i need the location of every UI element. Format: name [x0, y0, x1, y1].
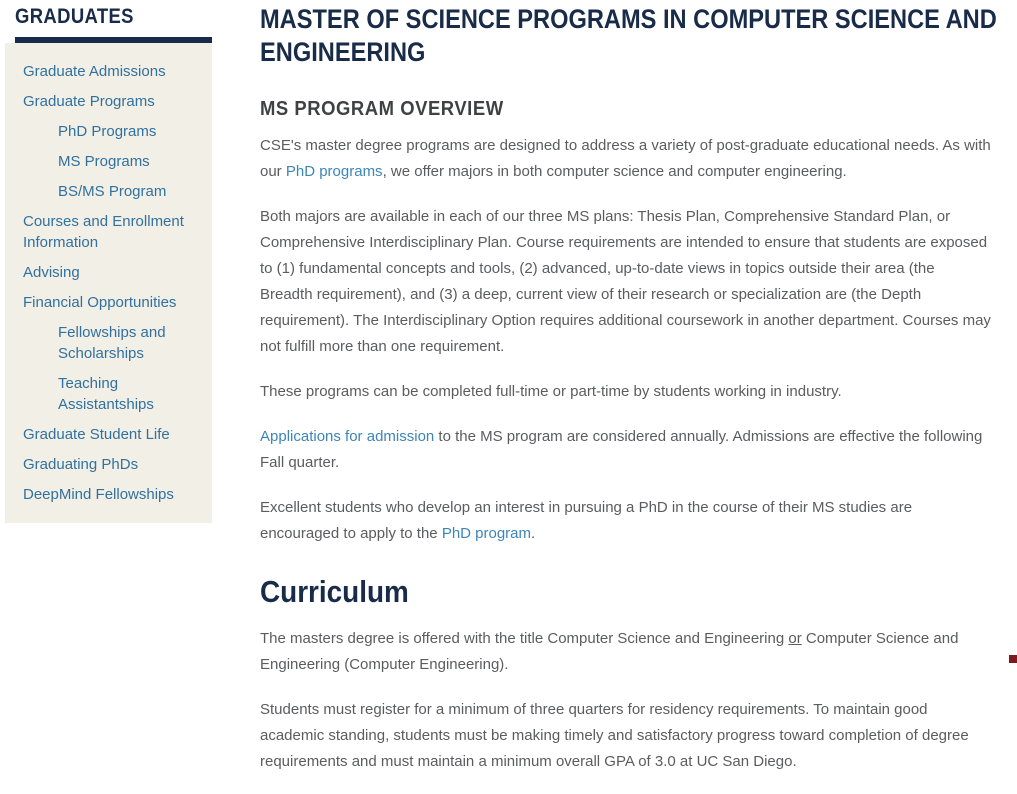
main-content — [260, 0, 997, 794]
sidebar-item-teaching-assistantships[interactable] — [5, 369, 212, 420]
paragraph-text: to the MS program are considered annually. Admissions are effective the following Fall quarter. — [260, 428, 983, 471]
sidebar-title[interactable]: GRADUATES — [15, 5, 134, 28]
sidebar-item-courses-and-enrollment[interactable] — [5, 207, 212, 258]
sidebar-link[interactable]: Graduate Programs — [23, 93, 155, 110]
underlined-or-text: or — [788, 630, 802, 647]
sidebar-item-financial-opportunities[interactable] — [5, 288, 212, 318]
sidebar-link[interactable]: Graduate Admissions — [23, 63, 166, 80]
sidebar-link[interactable]: PhD Programs — [58, 123, 157, 140]
section-heading-ms-program-overview: MS PROGRAM OVERVIEW — [260, 97, 504, 120]
sidebar-link[interactable]: DeepMind Fellowships — [23, 486, 174, 503]
paragraph-residency: Students must register for a minimum of three quarters for residency requirements. To maintain good academic standing, students must be making timely and satisfactory progress toward completion of degree requirements and must maintain a minimum overall GPA of 3.0 at UC San Diego. — [260, 701, 969, 770]
sidebar-item-graduate-programs[interactable] — [5, 87, 212, 117]
paragraph-applications — [260, 424, 991, 476]
corner-red-mark — [1009, 655, 1017, 663]
paragraph-ms-plans: Both majors are available in each of our three MS plans: Thesis Plan, Comprehensive Standard Plan, or Comprehensive Interdisciplinary Plan. Course requirements are intended to ensure that students are exposed to (1) fundamental concepts and tools, (2) advanced, up-to-date views in topics outside their area (the Breadth requirement), and (3) a deep, current view of their research or specialization are (the Depth requirement). The Interdisciplinary Option requires additional coursework in another department. Courses may not fulfill more than one requirement. — [260, 208, 991, 355]
sidebar-item-graduate-student-life[interactable] — [5, 420, 212, 450]
sidebar-link[interactable]: BS/MS Program — [58, 183, 167, 200]
sidebar-item-graduate-admissions[interactable] — [5, 57, 212, 87]
paragraph-text: The masters degree is offered with the title Computer Science and Engineering — [260, 630, 789, 647]
sidebar-item-advising[interactable] — [5, 258, 212, 288]
paragraph-intro — [260, 133, 991, 185]
sidebar-item-fellowships-scholarships[interactable] — [5, 318, 212, 369]
sidebar-item-deepmind-fellowships[interactable] — [5, 480, 212, 510]
page-title: MASTER OF SCIENCE PROGRAMS IN COMPUTER SCIENCE AND ENGINEERING — [260, 4, 997, 67]
sidebar-item-graduating-phds[interactable] — [5, 450, 212, 480]
sidebar — [5, 0, 212, 523]
sidebar-nav — [5, 43, 212, 523]
phd-program-link[interactable]: PhD program — [441, 525, 532, 542]
sidebar-link[interactable]: Teaching Assistantships — [58, 375, 154, 413]
phd-programs-link[interactable]: PhD programs — [285, 163, 383, 180]
sidebar-link[interactable]: MS Programs — [58, 153, 150, 170]
sidebar-link[interactable]: Fellowships and Scholarships — [58, 324, 166, 362]
paragraph-text: CSE's master degree programs are designed to address a variety of post-graduate educational needs. As with our — [260, 137, 991, 180]
applications-for-admission-link[interactable]: Applications for admission — [260, 428, 435, 445]
paragraph-text: . — [531, 525, 536, 542]
section-heading-curriculum: Curriculum — [260, 574, 409, 609]
sidebar-link[interactable]: Financial Opportunities — [23, 294, 177, 311]
sidebar-link[interactable]: Graduate Student Life — [23, 426, 170, 443]
paragraph-phd-interest — [260, 495, 991, 547]
sidebar-item-ms-programs[interactable] — [5, 147, 212, 177]
sidebar-link[interactable]: Advising — [23, 264, 80, 281]
sidebar-link[interactable]: Courses and Enrollment Information — [23, 213, 184, 251]
paragraph-full-part-time: These programs can be completed full-time or part-time by students working in industry. — [260, 383, 842, 400]
paragraph-text: , we offer majors in both computer science and computer engineering. — [382, 163, 847, 180]
sidebar-nav-list — [5, 57, 212, 510]
paragraph-text: Excellent students who develop an interest in pursuing a PhD in the course of their MS studies are encouraged to apply to the — [260, 499, 913, 542]
sidebar-link[interactable]: Graduating PhDs — [23, 456, 139, 473]
sidebar-item-phd-programs[interactable] — [5, 117, 212, 147]
paragraph-text: Computer Science and Engineering (Computer Engineering). — [260, 630, 959, 673]
paragraph-degree-title — [260, 626, 991, 678]
sidebar-item-bs-ms-program[interactable] — [5, 177, 212, 207]
